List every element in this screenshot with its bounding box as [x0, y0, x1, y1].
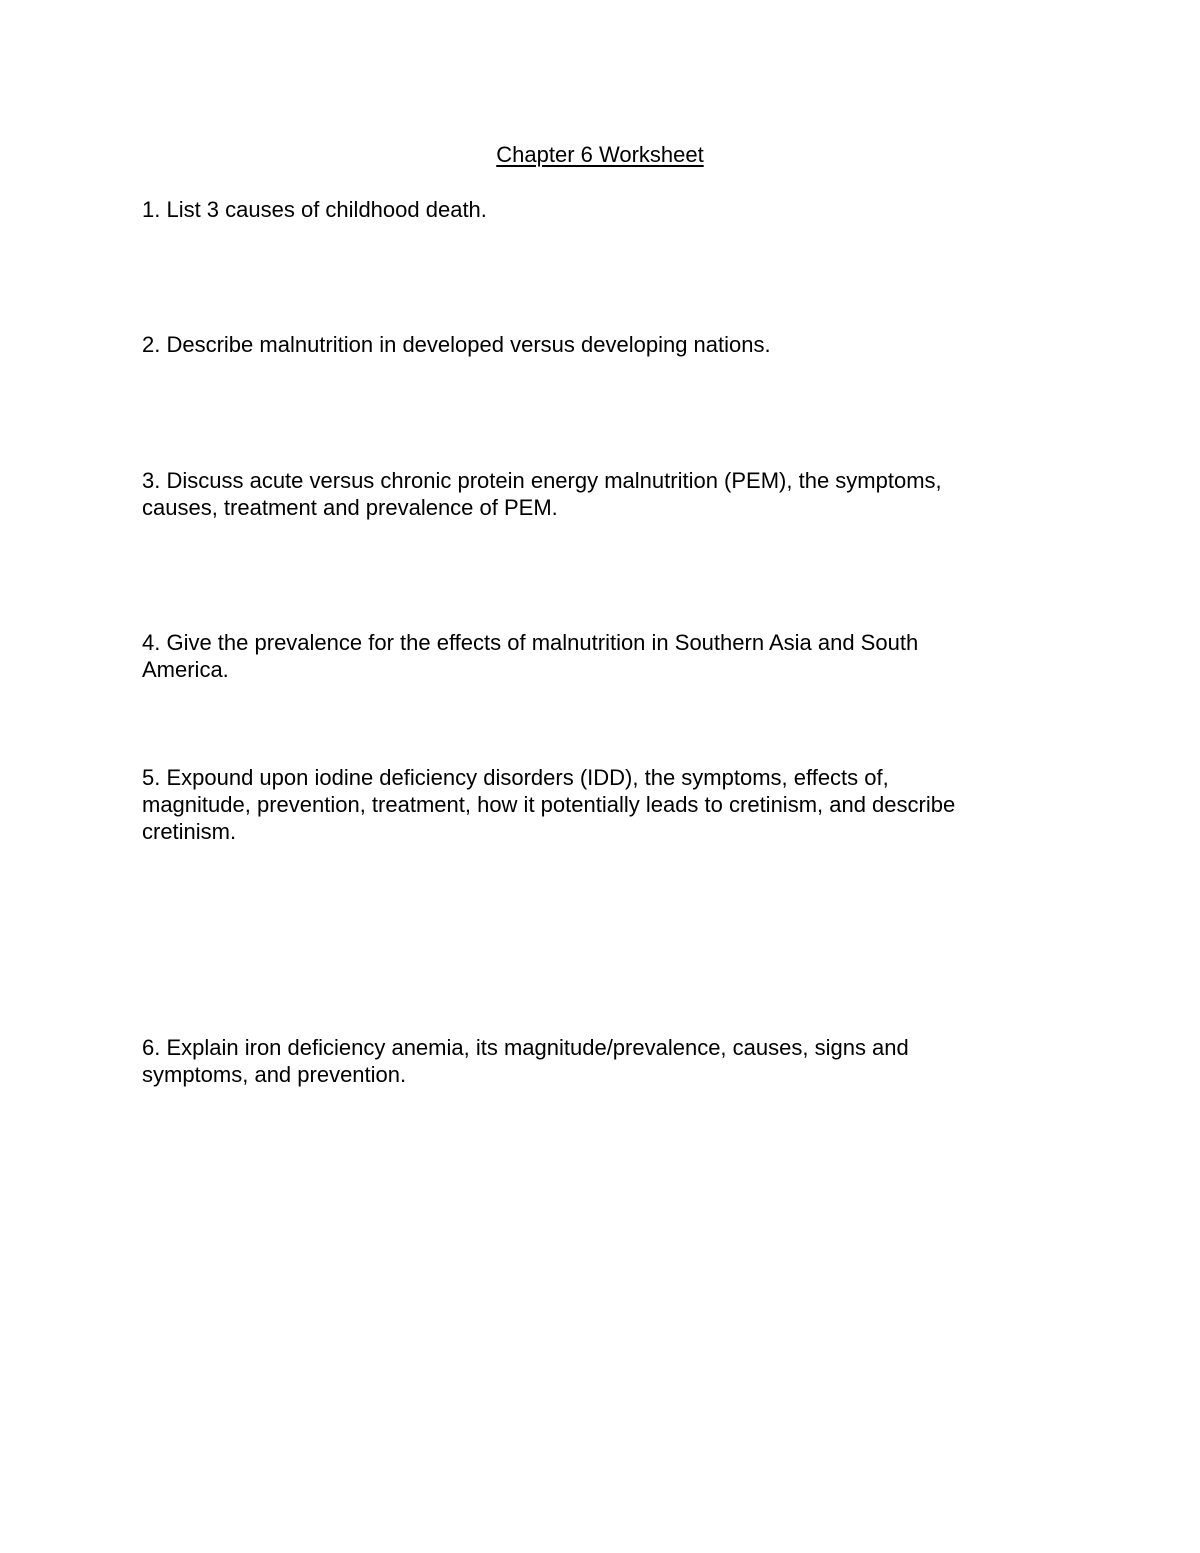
question-3 [142, 467, 1042, 521]
question-5-line-3: cretinism. [142, 819, 237, 844]
question-2-line-1: 2. Describe malnutrition in developed versus developing nations. [142, 332, 771, 357]
question-2 [142, 331, 1042, 358]
question-5-line-1: 5. Expound upon iodine deficiency disorders (IDD), the symptoms, effects of, [142, 765, 889, 790]
question-1 [142, 196, 1042, 223]
question-6 [142, 1034, 1042, 1088]
question-3-line-1: 3. Discuss acute versus chronic protein energy malnutrition (PEM), the symptoms, [142, 468, 942, 493]
question-5 [142, 764, 1042, 845]
question-1-line-1: 1. List 3 causes of childhood death. [142, 197, 487, 222]
question-5-line-2: magnitude, prevention, treatment, how it potentially leads to cretinism, and describe [142, 792, 956, 817]
question-3-line-2: causes, treatment and prevalence of PEM. [142, 495, 558, 520]
question-4-line-2: America. [142, 657, 229, 682]
worksheet-title: Chapter 6 Worksheet [496, 142, 704, 167]
question-6-line-1: 6. Explain iron deficiency anemia, its magnitude/prevalence, causes, signs and [142, 1035, 909, 1060]
question-4 [142, 629, 1042, 683]
question-6-line-2: symptoms, and prevention. [142, 1062, 407, 1087]
question-4-line-1: 4. Give the prevalence for the effects of malnutrition in Southern Asia and South [142, 630, 919, 655]
